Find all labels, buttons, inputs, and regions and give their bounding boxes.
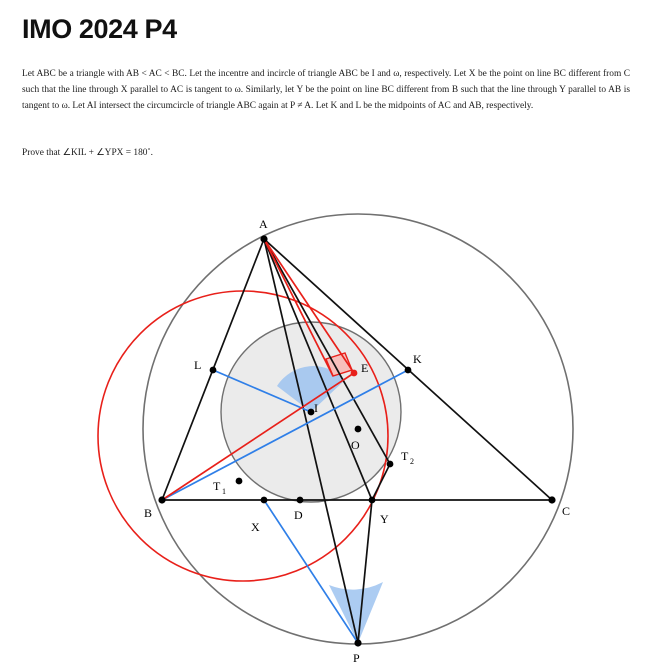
point-D	[297, 497, 304, 504]
point-L	[210, 367, 217, 374]
geometry-figure	[0, 186, 649, 665]
point-B	[158, 496, 165, 503]
label-O: O	[351, 438, 360, 452]
point-O	[355, 426, 362, 433]
label-E: E	[361, 361, 369, 375]
label-T1: T	[213, 479, 221, 493]
figure-svg	[0, 186, 649, 665]
problem-statement	[22, 66, 630, 115]
label-X: X	[251, 520, 260, 534]
statement-line-3: through Y parallel to AB is tangent to ω. Let AI intersect the circumcircle of triangle ABC again at P ≠ A. Let K and L be the midpoints of AC and	[22, 85, 631, 112]
point-X	[261, 497, 268, 504]
label-T2: T	[401, 449, 409, 463]
label-K: K	[413, 352, 422, 366]
label-A: A	[259, 217, 268, 231]
label-L: L	[194, 358, 202, 372]
point-P	[354, 639, 361, 646]
label-I: I	[314, 401, 318, 415]
point-A	[260, 235, 267, 242]
problem-prove-line: Prove that ∠KIL + ∠YPX = 180˚.	[22, 148, 153, 158]
page-title: IMO 2024 P4	[22, 14, 177, 44]
point-Y	[369, 497, 376, 504]
point-K	[405, 367, 412, 374]
label-P: P	[353, 651, 360, 665]
label-B: B	[144, 506, 153, 520]
point-T1	[236, 478, 243, 485]
label-Y: Y	[380, 512, 389, 526]
statement-line-2: different from C such that the line through X parallel to AC is tangent to ω. Similarly, let Y be the point on line BC different from B such that the line	[22, 69, 631, 96]
point-T2	[387, 461, 394, 468]
label-T1-subscript: 1	[222, 487, 226, 496]
label-T2-subscript: 2	[410, 457, 414, 466]
segment-xp	[264, 500, 358, 643]
statement-line-4: AB, respectively.	[468, 101, 534, 112]
label-C: C	[562, 504, 571, 518]
point-C	[548, 496, 555, 503]
statement-line-1: Let ABC be a triangle with AB < AC < BC. Let the incentre and incircle of triangle ABC be I and ω, respectively. Let X be the point on line BC	[22, 69, 566, 79]
point-E	[351, 370, 358, 377]
label-D: D	[294, 508, 303, 522]
